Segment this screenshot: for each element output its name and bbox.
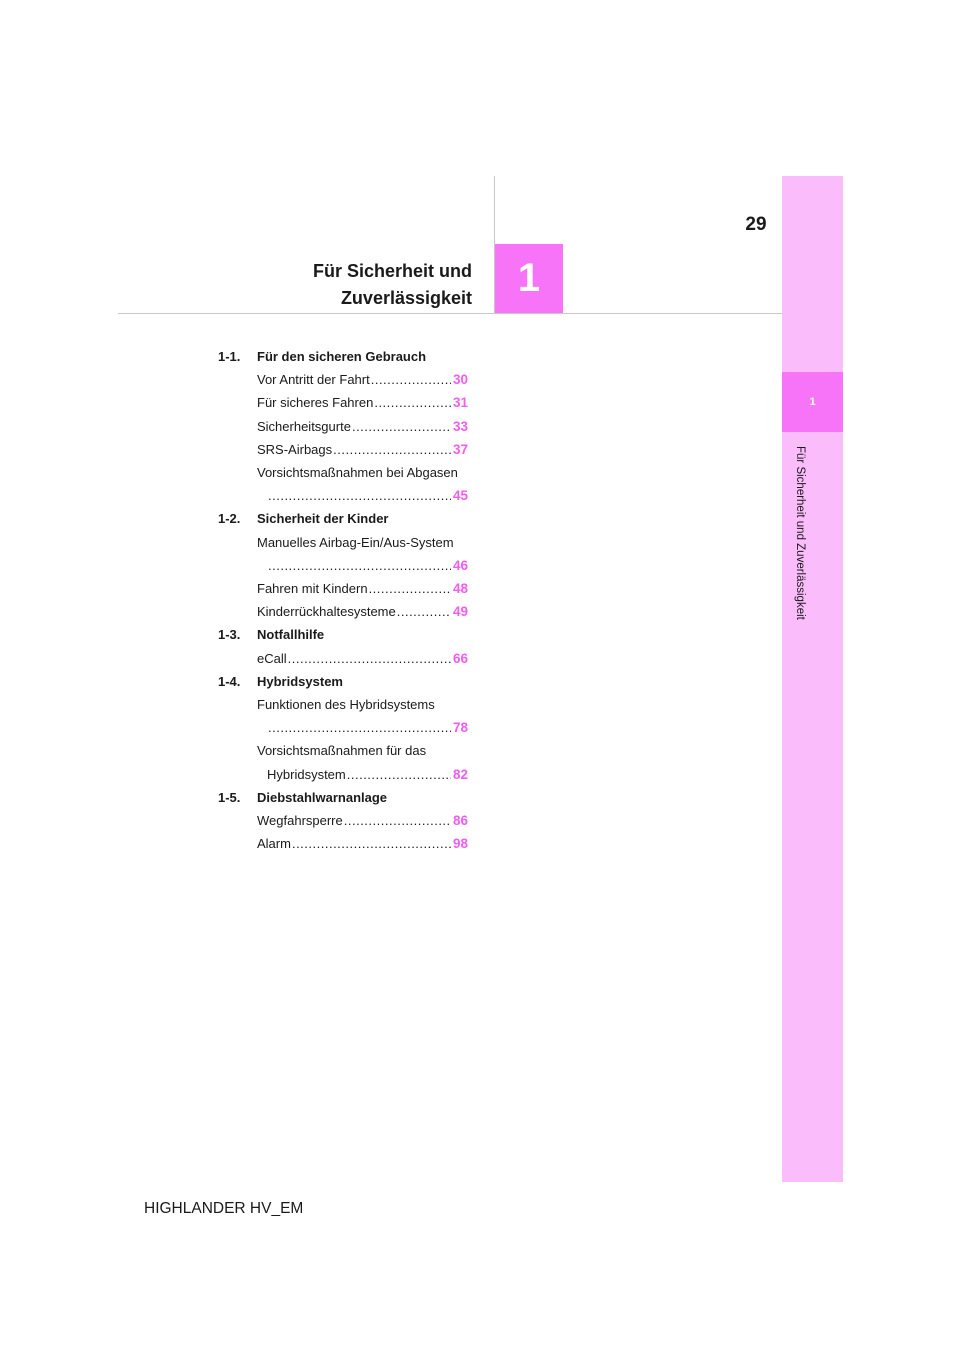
- toc-entry[interactable]: [218, 438, 468, 461]
- toc-leader-dots: [352, 415, 451, 438]
- toc-section-title: Sicherheit der Kinder: [257, 511, 389, 527]
- toc-entry-title: SRS-Airbags: [257, 441, 333, 457]
- side-tab-number[interactable]: 1: [782, 372, 843, 432]
- toc-entry[interactable]: [218, 415, 468, 438]
- toc-entry[interactable]: [218, 391, 468, 414]
- toc-section: [218, 670, 468, 693]
- toc-entry-title-cont: Hybridsystem: [267, 766, 346, 782]
- toc-leader-dots: [397, 600, 451, 623]
- toc-entry-title: Für sicheres Fahren: [257, 395, 374, 411]
- toc-entry[interactable]: [218, 739, 468, 785]
- toc-page-ref[interactable]: 48: [452, 581, 468, 597]
- toc-leader-dots: [347, 763, 451, 786]
- chapter-title: [313, 258, 472, 312]
- toc-leader-dots: [292, 832, 451, 855]
- toc-page-ref[interactable]: 66: [452, 650, 468, 666]
- toc-leader-dots: [268, 484, 451, 507]
- toc-section-title: Für den sicheren Gebrauch: [257, 349, 427, 364]
- toc-section-title: Notfallhilfe: [257, 627, 325, 643]
- footer-model: HIGHLANDER HV_EM: [144, 1200, 304, 1217]
- toc-entry-title: Vorsichtsmaßnahmen bei Abgasen: [257, 465, 458, 481]
- toc-leader-dots: [333, 438, 451, 461]
- toc-section: [218, 623, 468, 646]
- toc-entry[interactable]: [218, 461, 468, 507]
- toc-entry-title: eCall: [257, 650, 287, 666]
- toc-section: [218, 345, 468, 368]
- toc-entry-title: Manuelles Airbag-Ein/Aus-System: [257, 534, 454, 550]
- toc-page-ref[interactable]: 30: [452, 372, 468, 388]
- toc-entry-title: Kinderrückhaltesysteme: [257, 604, 396, 620]
- toc-entry-title: Vorsichtsmaßnahmen für das: [257, 743, 427, 759]
- table-of-contents: [218, 345, 468, 855]
- chapter-title-line2: Zuverlässigkeit: [340, 288, 472, 308]
- toc-leader-dots: [371, 368, 451, 391]
- toc-leader-dots: [369, 577, 451, 600]
- toc-section-number: 1-3.: [218, 627, 241, 643]
- toc-section: [218, 507, 468, 530]
- toc-page-ref[interactable]: 49: [452, 604, 468, 620]
- side-tab-label: Für Sicherheit und Zuverlässigkeit: [794, 446, 806, 620]
- toc-entry-title: Vor Antritt der Fahrt: [257, 372, 370, 388]
- toc-leader-dots: [374, 391, 451, 414]
- toc-page-ref[interactable]: 31: [452, 395, 468, 411]
- toc-page-ref[interactable]: 86: [452, 813, 468, 829]
- toc-section-number: 1-5.: [218, 789, 241, 805]
- toc-entry-title: Sicherheitsgurte: [257, 418, 351, 434]
- side-index-strip: [782, 176, 843, 1182]
- page-number: 29: [745, 214, 767, 235]
- toc-section-title: Hybridsystem: [257, 673, 343, 689]
- toc-entry[interactable]: [218, 531, 468, 577]
- toc-entry[interactable]: [218, 809, 468, 832]
- toc-leader-dots: [288, 647, 451, 670]
- chapter-title-line1: Für Sicherheit und: [312, 261, 472, 281]
- header-horizontal-rule: [118, 313, 782, 314]
- toc-entry[interactable]: [218, 368, 468, 391]
- toc-section-number: 1-4.: [218, 673, 241, 689]
- toc-leader-dots: [268, 716, 451, 739]
- toc-page-ref[interactable]: 37: [452, 441, 468, 457]
- chapter-number-box: 1: [495, 244, 563, 313]
- toc-entry[interactable]: [218, 647, 468, 670]
- toc-section-number: 1-2.: [218, 511, 241, 527]
- toc-page-ref[interactable]: 82: [452, 766, 468, 782]
- toc-entry[interactable]: [218, 832, 468, 855]
- toc-leader-dots: [268, 554, 451, 577]
- toc-entry-title: Alarm: [257, 836, 291, 852]
- toc-section: [218, 786, 468, 809]
- toc-leader-dots: [344, 809, 451, 832]
- toc-page-ref[interactable]: 45: [452, 488, 468, 504]
- toc-entry[interactable]: [218, 693, 468, 739]
- toc-section-title: Diebstahlwarnanlage: [257, 789, 388, 805]
- toc-entry[interactable]: [218, 577, 468, 600]
- toc-entry[interactable]: [218, 600, 468, 623]
- toc-entry-title: Wegfahrsperre: [257, 813, 343, 829]
- toc-entry-title: Fahren mit Kindern: [257, 581, 368, 597]
- toc-entry-title: Funktionen des Hybridsystems: [257, 697, 435, 713]
- toc-page-ref[interactable]: 46: [452, 557, 468, 573]
- toc-page-ref[interactable]: 33: [452, 418, 468, 434]
- toc-section-number: 1-1.: [218, 349, 241, 364]
- toc-page-ref[interactable]: 98: [452, 836, 468, 852]
- toc-page-ref[interactable]: 78: [452, 720, 468, 736]
